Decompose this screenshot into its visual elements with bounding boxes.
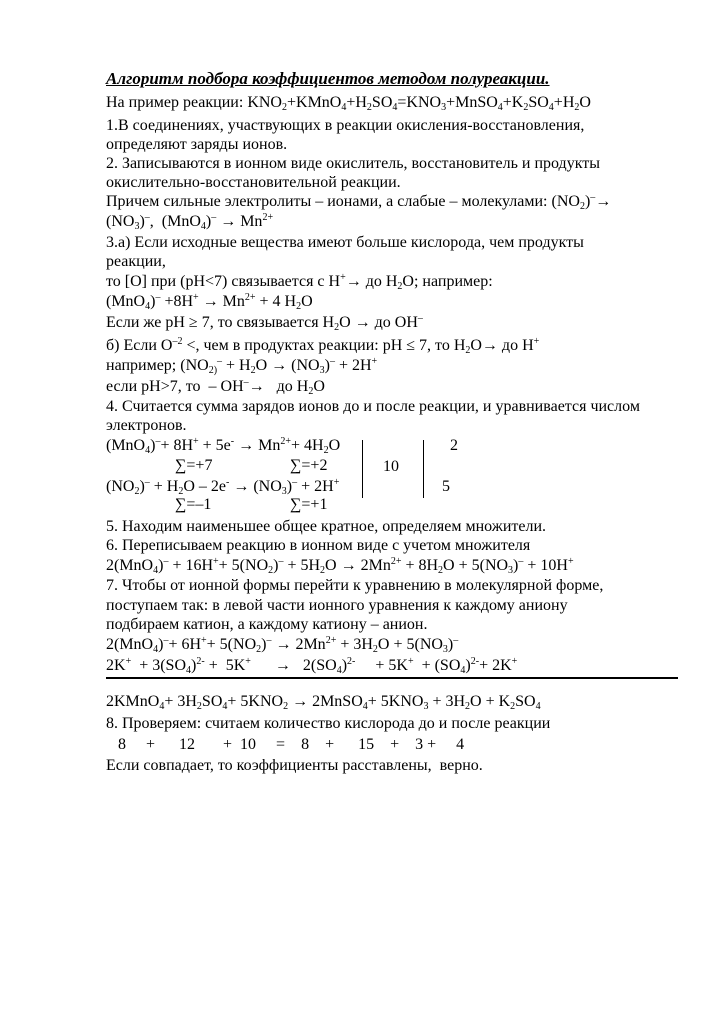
half1-sum-right: ∑=+2 — [290, 457, 328, 474]
step5-line: 5. Находим наименьшее общее кратное, определяем множители. — [106, 518, 547, 535]
half1-sum-left: ∑=+7 — [175, 457, 213, 474]
divider-line-left — [362, 440, 363, 498]
step3-line5: Если же pH ≥ 7, то связывается $H_2O$ → до OH– — [106, 313, 423, 333]
step7-line4: $2(MnO_4)^-+ 6H^++ 5(NO_2)^- \to 2Mn^{2+} + 3H_2O + 5(NO_3)^-$ — [106, 635, 459, 655]
half-reaction-1: $(MnO_4)^-+ 8H^+ + 5e^- \to Mn^{2+}+ 4H_2O$ — [106, 436, 341, 456]
step4-line1: 4. Считается сумма зарядов ионов до и после реакции, и уравнивается числом — [106, 398, 640, 415]
step2-line4: $(NO_3)^-$, $(MnO_4)^- \to Mn^{2+}$ — [106, 212, 274, 232]
step7-line3: подбираем катион, а каждому катиону – анион. — [106, 616, 428, 633]
step8-line1: 8. Проверяем: считаем количество кислорода до и после реакции — [106, 715, 551, 732]
half-reaction-2: $(NO_2)^- + H_2O - 2e^- \to (NO_3)^- + 2H^+$ — [106, 477, 340, 497]
conclusion-line: Если совпадает, то коэффициенты расставлены, верно. — [106, 757, 483, 774]
step3-line8: если pH>7, то – OH–→ до $H_2O$ — [106, 377, 325, 397]
multiplier-2: 5 — [442, 478, 450, 495]
molecular-equation: 2KMnO$_4$+ $3H_2SO_4+ 5KNO_2$ → 2MnSO$_4$+ $5KNO_3 + 3H_2O + K_2SO_4$ — [106, 693, 541, 712]
step3-line7: например; ($NO_{2)}^- + H_2O \to (NO_3)^- + 2H^+$ — [106, 356, 378, 376]
example-reaction: На пример реакции: $KNO_2+KMnO_4+H_2SO_4=KNO_3+MnSO_4+K_2SO_4+H_2O$ — [106, 94, 591, 113]
step3-line3: то [O] при (pH<7) связывается с H+→ до $H_2O$; например: — [106, 272, 493, 292]
step1-line1: 1.В соединениях, участвующих в реакции окисления-восстановления, — [106, 117, 585, 134]
step4-line2: электронов. — [106, 417, 187, 434]
separator-line — [106, 677, 678, 679]
step7-line1: 7. Чтобы от ионной формы перейти к уравнению в молекулярной форме, — [106, 577, 604, 594]
document-title: Алгоритм подбора коэффициентов методом полуреакции. — [106, 69, 550, 88]
step2-line3: Причем сильные электролиты – ионами, а слабые – молекулами: $(NO_2)^-\to$ — [106, 192, 612, 212]
step2-line1: 2. Записываются в ионном виде окислитель, восстановитель и продукты — [106, 155, 600, 172]
step3-line1: 3.а) Если исходные вещества имеют больше кислорода, чем продукты — [106, 234, 584, 251]
step3-line6: б) Если $O^{-2}$ <, чем в продуктах реакции: pH ≤ 7, то $H_2O\to$ до H+ — [106, 336, 540, 356]
step3-line2: реакции, — [106, 253, 166, 270]
step8-oxygen-count: 8 + 12 + 10 = 8 + 15 + 3 + 4 — [106, 736, 465, 753]
lcm-value: 10 — [383, 458, 399, 475]
half2-sum-left: ∑=–1 — [175, 496, 212, 513]
divider-line-right — [423, 440, 424, 498]
step6-line2: $2(MnO_4)^- + 16H^++ 5(NO_2)^- + 5H_2O \to 2Mn^{2+} + 8H_2O + 5(NO_3)^- + 10H^+$ — [106, 556, 574, 576]
step6-line1: 6. Переписываем реакцию в ионном виде с учетом множителя — [106, 537, 531, 554]
half2-sum-right: ∑=+1 — [290, 496, 328, 513]
step3-line4: $(MnO_4)^- +8H^+ \to Mn^{2+} + 4$ $H_2O$ — [106, 292, 313, 312]
step1-line2: определяют заряды ионов. — [106, 136, 288, 153]
step2-line2: окислительно-восстановительной реакции. — [106, 174, 401, 191]
multiplier-1: 2 — [450, 437, 458, 454]
step7-line5: $2K^+ + 3(SO_4)^{2-} + 5K^+$ → $2(SO_4)^{2-}$ + $5K^+ + (SO_4)^{2-}+ 2K^+$ — [106, 656, 518, 676]
step7-line2: поступаем так: в левой части ионного уравнения к каждому аниону — [106, 597, 568, 614]
